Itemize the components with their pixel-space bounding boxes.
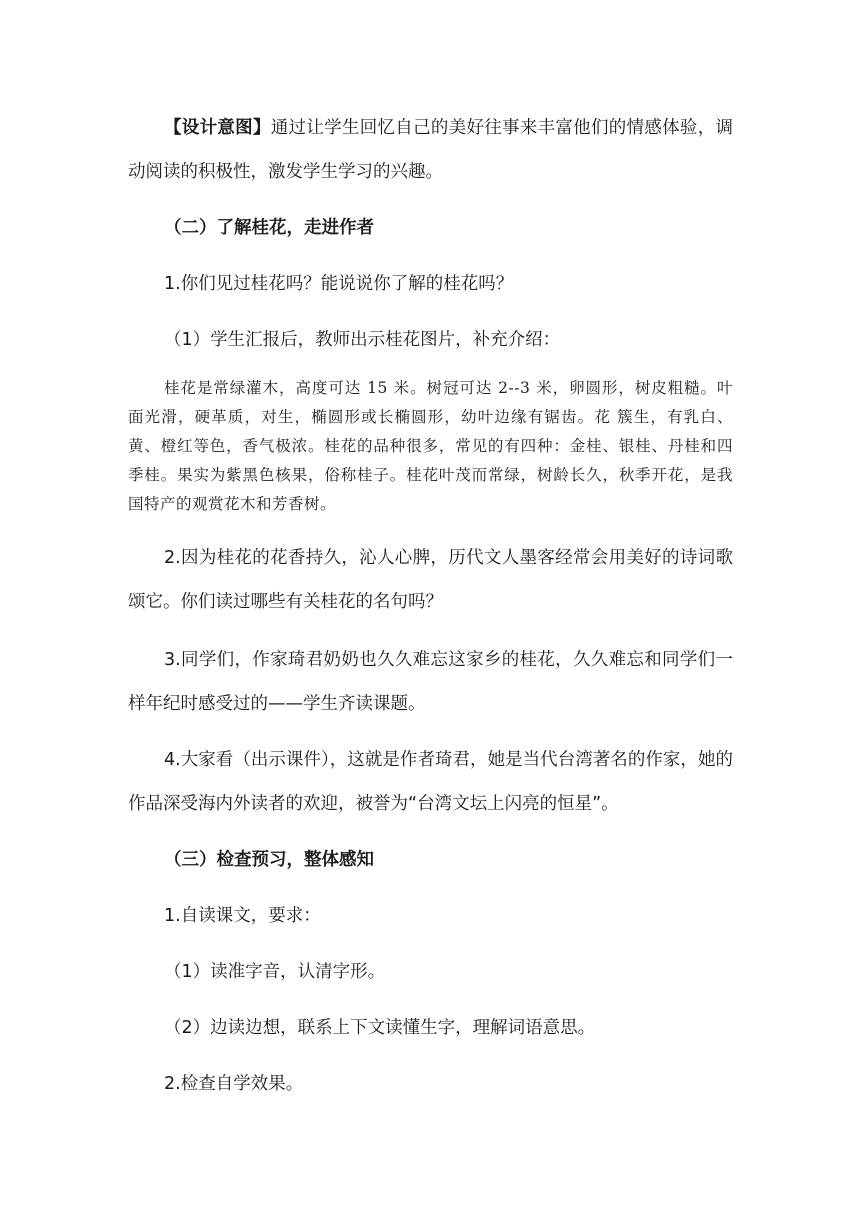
design-intent-text: 通过让学生回忆自己的美好往事来丰富他们的情感体验，调动阅读的积极性，激发学生学习的兴趣。	[128, 118, 734, 182]
question-4: 4.大家看（出示课件），这就是作者琦君，她是当代台湾著名的作家，她的作品深受海内外读者的欢迎，被誉为“台湾文坛上闪亮的恒星”。	[128, 750, 733, 814]
question-3: 3.同学们，作家琦君奶奶也久久难忘这家乡的桂花，久久难忘和同学们一样年纪时感受过的——学生齐读课题。	[128, 650, 733, 714]
question-1: 1.你们见过桂花吗？能说说你了解的桂花吗？	[164, 274, 514, 294]
section2-heading: （二）了解桂花，走进作者	[164, 218, 374, 238]
item-1: 1.自读课文，要求：	[164, 906, 321, 926]
item-2: 2.检查自学效果。	[164, 1074, 304, 1094]
question-2: 2.因为桂花的花香持久，沁人心脾，历代文人墨客经常会用美好的诗词歌颂它。你们读过哪些有关桂花的名句吗？	[128, 548, 733, 612]
item-1-b: （2）边读边想，联系上下文读懂生字，理解词语意思。	[164, 1018, 596, 1038]
osmanthus-intro-quote: 桂花是常绿灌木，高度可达 15 米。树冠可达 2--3 米，卵圆形，树皮粗糙。叶面光滑，硬革质，对生，椭圆形或长椭圆形，幼叶边缘有锯齿。花 簇生，有乳白、黄、橙红等色，香气极浓。桂花的品种很多，常见的有四种：金桂、银桂、丹桂和四季桂。果实为紫黑色核果，俗称桂子。桂花叶茂而常绿，树龄长久，秋季开花，是我国特产的观赏花木和芳香树。	[128, 379, 733, 513]
design-intent-paragraph	[128, 106, 733, 194]
question-1-sub: （1）学生汇报后，教师出示桂花图片，补充介绍：	[164, 330, 561, 350]
item-1-a: （1）读准字音，认清字形。	[164, 962, 386, 982]
section3-heading: （三）检查预习，整体感知	[164, 850, 374, 870]
design-intent-label: 【设计意图】	[164, 118, 271, 138]
